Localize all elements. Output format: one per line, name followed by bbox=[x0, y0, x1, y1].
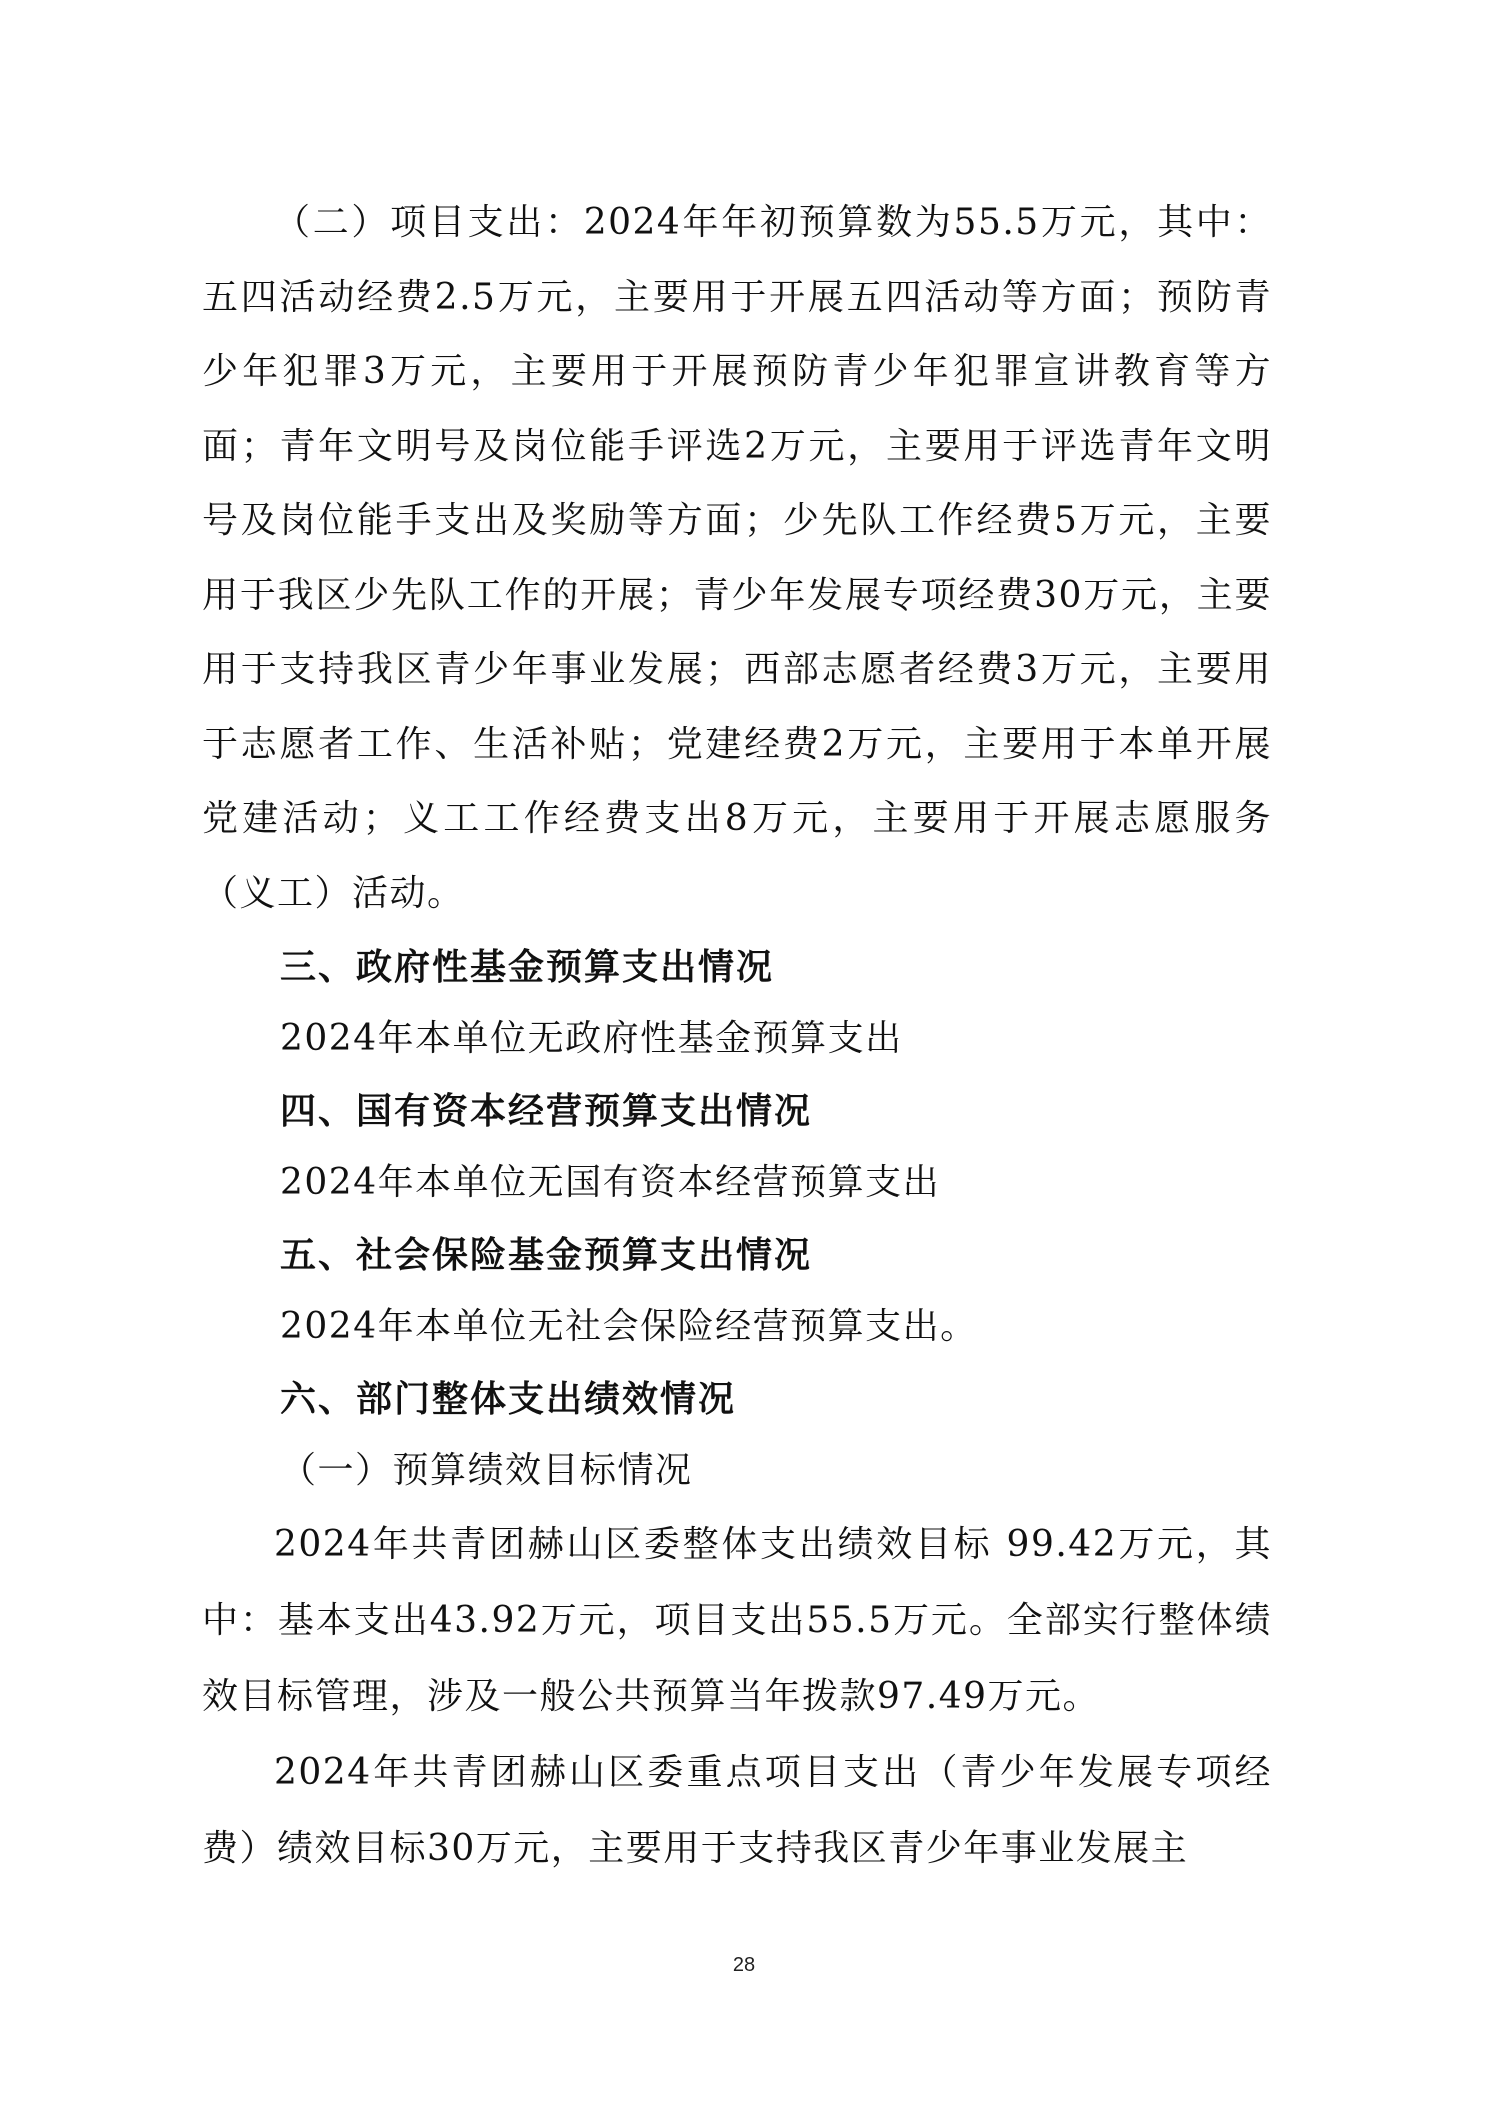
subsection-heading-performance-targets: （一）预算绩效目标情况 bbox=[280, 1450, 693, 1491]
section-heading-state-capital: 四、国有资本经营预算支出情况 bbox=[280, 1090, 813, 1132]
paragraph-project-expenditure: （二）项目支出：2024年年初预算数为55.5万元，其中：五四活动经费2.5万元，主要用于开展五四活动等方面；预防青少年犯罪3万元，主要用于开展预防青少年犯罪宣讲教育等方面；青年文明号及岗位能手评选2万元，主要用于评选青年文明号及岗位能手支出及奖励等方面；少先队工作经费5万元，主要用于我区少先队工作的开展；青少年发展专项经费30万元，主要用于支持我区青少年事业发展；西部志愿者经费3万元，主要用于志愿者工作、生活补贴；党建经费2万元，主要用于本单开展党建活动；义工工作经费支出8万元，主要用于开展志愿服务（义工）活动。 bbox=[202, 202, 1272, 914]
section-heading-social-insurance: 五、社会保险基金预算支出情况 bbox=[280, 1234, 813, 1276]
paragraph-government-fund: 2024年本单位无政府性基金预算支出 bbox=[280, 1018, 903, 1059]
paragraph-state-capital: 2024年本单位无国有资本经营预算支出 bbox=[280, 1162, 941, 1203]
section-heading-performance: 六、部门整体支出绩效情况 bbox=[280, 1378, 737, 1420]
paragraph-key-project-targets: 2024年共青团赫山区委重点项目支出（青少年发展专项经费）绩效目标30万元，主要用于支持我区青少年事业发展主 bbox=[202, 1752, 1272, 1869]
document-body bbox=[202, 186, 1272, 1887]
page-number: 28 bbox=[732, 1954, 756, 1976]
paragraph-social-insurance: 2024年本单位无社会保险经营预算支出。 bbox=[280, 1306, 978, 1347]
section-heading-government-fund: 三、政府性基金预算支出情况 bbox=[280, 946, 775, 988]
paragraph-overall-targets: 2024年共青团赫山区委整体支出绩效目标 99.42万元，其中：基本支出43.92万元，项目支出55.5万元。全部实行整体绩效目标管理，涉及一般公共预算当年拨款97.49万元。 bbox=[202, 1524, 1272, 1717]
